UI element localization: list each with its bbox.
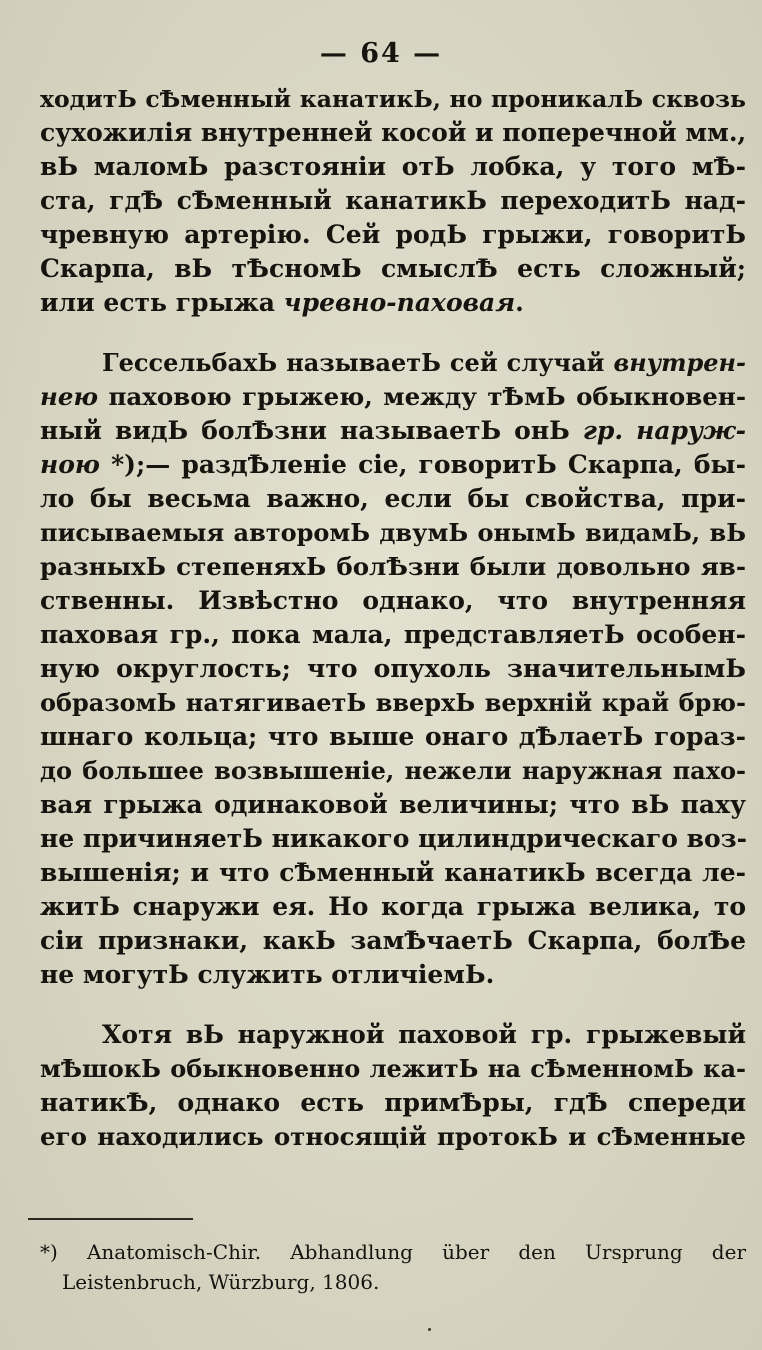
text-line: паховая гр., пока мала, представляетЬ особен- [40,620,746,649]
italic-term: внутрен- [613,348,746,377]
text-line: ною *);— раздѢленіе сіе, говоритЬ Скарпа, бы- [40,450,746,479]
text-line: сіи признаки, какЬ замѢчаетЬ Скарпа, болѢе [40,926,746,955]
paper-speck [428,1328,431,1331]
text-line: или есть грыжа чревно-паховая. [40,288,524,317]
text-line: писываемыя авторомЬ двумЬ онымЬ видамЬ, вЬ [40,518,746,547]
text-line: вая грыжа одинаковой величины; что вЬ паху [40,790,746,819]
text-line: образомЬ натягиваетЬ вверхЬ верхній край брю- [40,688,746,717]
footnote-line: Leistenbruch, Würzburg, 1806. [62,1270,380,1294]
text-line: ста, гдѢ сѢменный канатикЬ переходитЬ над- [40,186,746,215]
text-line: ходитЬ сѢменный канатикЬ, но проникалЬ сквозь [40,85,746,113]
text-line: чревную артерію. Сей родЬ грыжи, говоритЬ [40,220,746,249]
italic-term: гр. наруж- [582,416,746,445]
text-line: не причиняетЬ никакого цилиндрическаго воз- [40,824,748,853]
text-line: нею паховою грыжею, между тѢмЬ обыкновен- [40,382,746,411]
italic-term: нею [40,382,98,411]
text-line: Хотя вЬ наружной паховой гр. грыжевый [102,1020,746,1049]
text-line: ГессельбахЬ называетЬ сей случай внутрен- [102,348,746,377]
text-line: Скарпа, вЬ тѢсномЬ смыслѢ есть сложный; [40,254,746,283]
text-line: его находились относящій протокЬ и сѢменные [40,1122,746,1151]
text-line: ный видЬ болѢзни называетЬ онЬ гр. наруж- [40,416,746,445]
text-line: разныхЬ степеняхЬ болѢзни были довольно яв- [40,552,746,581]
text-line: ную округлость; что опухоль значительнымЬ [40,654,746,683]
text-line: сухожилія внутренней косой и поперечной мм., [40,118,747,147]
italic-term: ною [40,450,100,479]
page-number: — 64 — [319,38,443,69]
text-line: до большее возвышеніе, нежели наружная пахо- [40,756,746,785]
text-line: мѢшокЬ обыкновенно лежитЬ на сѢменномЬ ка- [40,1054,746,1083]
text-line: натикѢ, однако есть примѢры, гдѢ спереди [40,1088,746,1117]
footnote-divider [28,1218,193,1220]
text-line: вышенія; и что сѢменный канатикЬ всегда ле- [40,858,746,887]
text-line: шнаго кольца; что выше онаго дѢлаетЬ гораз- [40,722,746,751]
text-line: не могутЬ служить отличіемЬ. [40,960,495,989]
footnote-line: *) Anatomisch-Chir. Abhandlung über den Ursprung der [40,1240,746,1264]
text-line: ло бы весьма важно, если бы свойства, при- [40,484,746,513]
italic-term: чревно-паховая [283,288,516,317]
text-line: житЬ снаружи ея. Но когда грыжа велика, то [40,892,746,921]
text-line: вЬ маломЬ разстояніи отЬ лобка, у того мѢ- [40,152,746,181]
text-line: ственны. Извѣстно однако, что внутренняя [40,586,746,615]
